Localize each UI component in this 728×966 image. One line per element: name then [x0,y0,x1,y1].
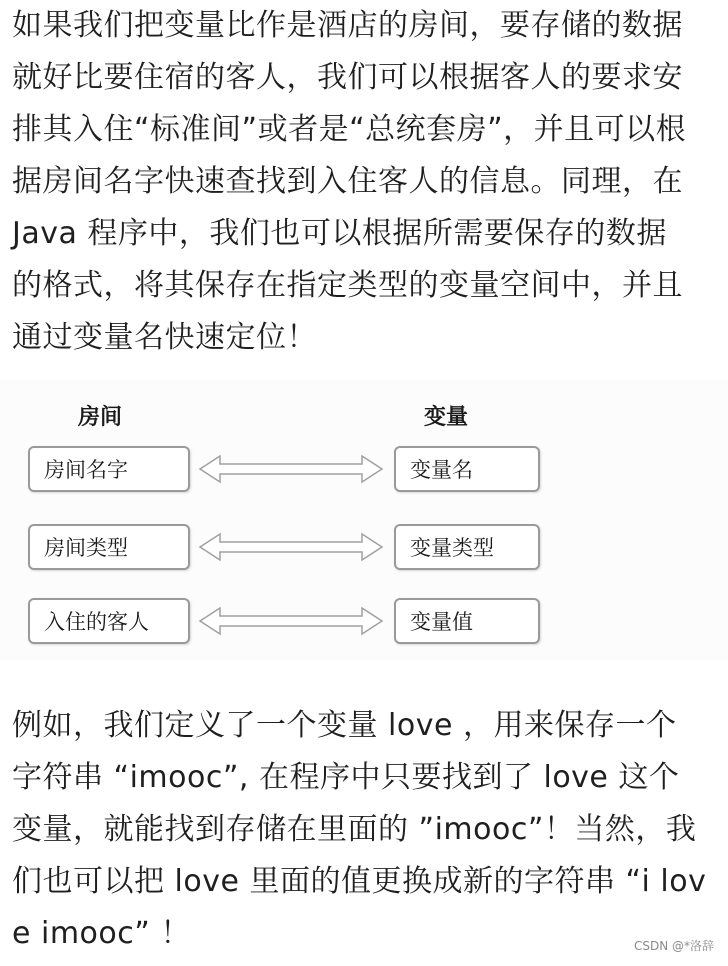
variable-column-header: 变量 [424,405,469,430]
variable-name-box: 变量名 [394,446,540,492]
intro-line: 通过变量名快速定位！ [12,320,317,355]
intro-line: 的格式，将其保存在指定类型的变量空间中，并且 [12,268,683,303]
example-paragraph [12,700,712,960]
intro-line: 就好比要住宿的客人，我们可以根据客人的要求安 [12,60,683,95]
example-line: 例如，我们定义了一个变量 love ，用来保存一个 [12,708,677,743]
intro-line: 据房间名字快速查找到入住客人的信息。同理，在 [12,164,683,199]
intro-line: 如果我们把变量比作是酒店的房间，要存储的数据 [12,8,683,43]
intro-paragraph [12,0,712,364]
room-type-box: 房间类型 [28,524,190,570]
variable-type-box: 变量类型 [394,524,540,570]
watermark: CSDN @*洛辞 [633,939,714,953]
double-arrow-icon [198,532,384,562]
intro-line: Java 程序中，我们也可以根据所需要保存的数据 [12,216,667,251]
example-line: 们也可以把 love 里面的值更换成新的字符串 “i lov [12,864,707,899]
intro-line: 排其入住“标准间”或者是“总统套房”，并且可以根 [12,112,687,147]
room-variable-diagram [0,380,728,660]
double-arrow-icon [198,606,384,636]
example-line: 变量，就能找到存储在里面的 ”imooc”！当然，我 [12,812,697,847]
variable-value-box: 变量值 [394,598,540,644]
room-name-box: 房间名字 [28,446,190,492]
guest-box: 入住的客人 [28,598,190,644]
double-arrow-icon [198,454,384,484]
example-line: 字符串 “imooc”, 在程序中只要找到了 love 这个 [12,760,680,795]
room-column-header: 房间 [78,405,123,430]
example-line: e imooc” ！ [12,916,191,951]
